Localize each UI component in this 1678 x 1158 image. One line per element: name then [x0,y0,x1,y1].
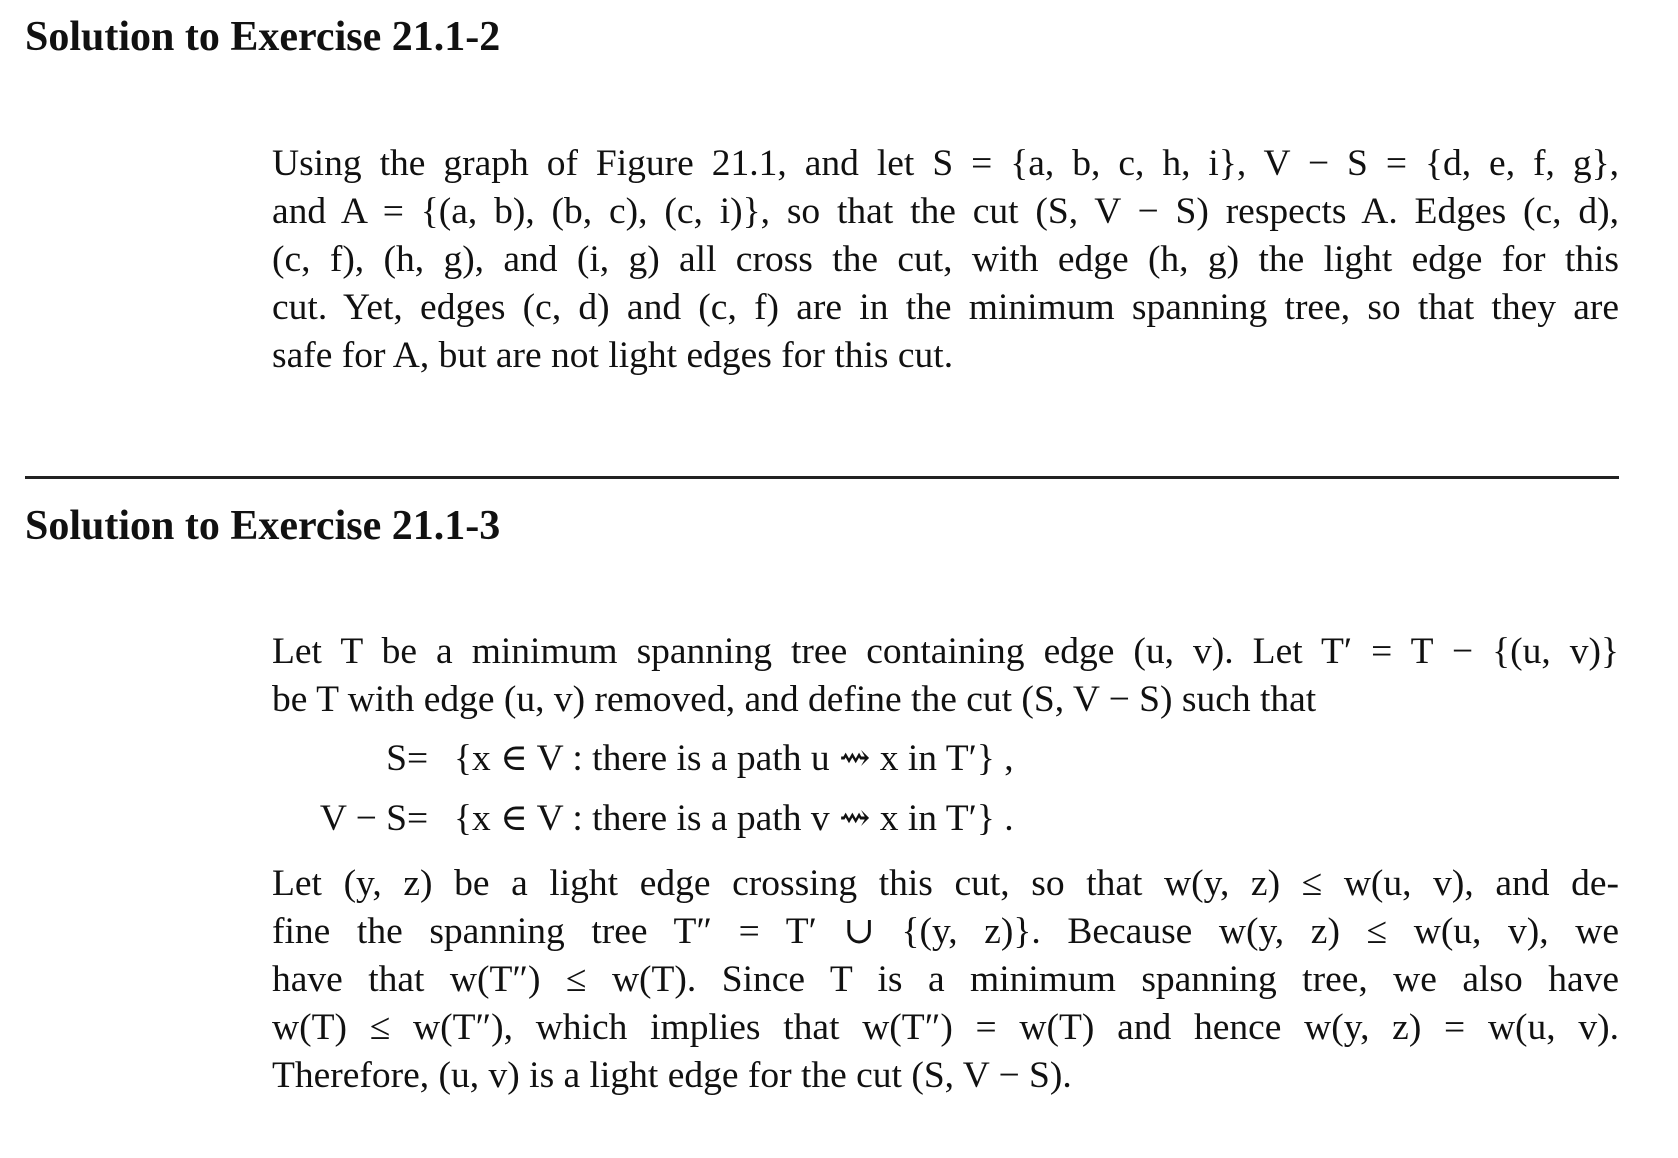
equation-rhs: {x ∈ V : there is a path v ⇝ x in T′} . [454,798,1014,839]
text-line: Using the graph of Figure 21.1, and let S = {a, b, c, h, i}, V − S = {d, e, f, g}, [272,143,1619,184]
solution-paragraph-21-1-2 [272,140,1619,380]
text-line: have that w(T″) ≤ w(T). Since T is a minimum spanning tree, we also have [272,959,1619,1000]
text-line: (c, f), (h, g), and (i, g) all cross the cut, with edge (h, g) the light edge for this [272,239,1619,280]
equation-lhs: V − S [319,798,407,839]
equation-relation: = [407,738,429,779]
text-line: Let (y, z) be a light edge crossing this cut, so that w(y, z) ≤ w(u, v), and de- [272,863,1619,904]
cut-equation-s [272,730,1172,788]
text-line: fine the spanning tree T″ = T′ ∪ {(y, z)}. Because w(y, z) ≤ w(u, v), we [272,911,1619,952]
text-line: Let T be a minimum spanning tree containing edge (u, v). Let T′ = T − {(u, v)} [272,631,1619,672]
text-line: safe for A, but are not light edges for this cut. [272,335,954,376]
equation-rhs: {x ∈ V : there is a path u ⇝ x in T′} , [454,738,1014,779]
text-line: cut. Yet, edges (c, d) and (c, f) are in the minimum spanning tree, so that they are [272,287,1619,328]
text-line: and A = {(a, b), (b, c), (c, i)}, so that the cut (S, V − S) respects A. Edges (c, d), [272,191,1619,232]
text-line: be T with edge (u, v) removed, and define the cut (S, V − S) such that [272,679,1317,720]
equation-lhs: S [386,738,407,779]
cut-equation-v-minus-s [272,790,1172,848]
solution-intro-paragraph-21-1-3 [272,628,1619,724]
solution-paragraph-21-1-3 [272,860,1619,1100]
section-divider [25,476,1619,479]
section-heading-21-1-3: Solution to Exercise 21.1-3 [25,503,501,549]
text-line: Therefore, (u, v) is a light edge for the cut (S, V − S). [272,1055,1072,1096]
section-heading-21-1-2: Solution to Exercise 21.1-2 [25,14,501,60]
equation-relation: = [407,798,429,839]
text-line: w(T) ≤ w(T″), which implies that w(T″) = w(T) and hence w(y, z) = w(u, v). [272,1007,1619,1048]
